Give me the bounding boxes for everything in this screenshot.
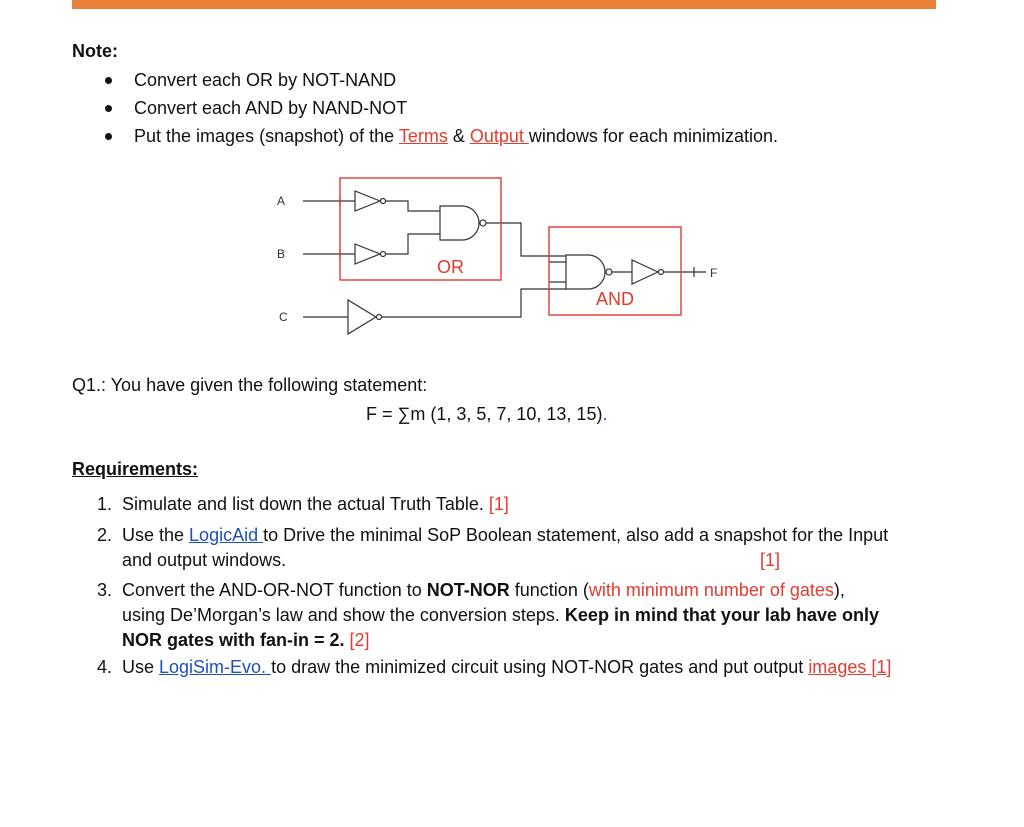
requirements-heading: Requirements: [72, 459, 199, 479]
item-3-pre: Convert the AND-OR-NOT function to [122, 580, 427, 600]
not-bubble-a [381, 199, 386, 204]
item-3-mid: function ( [509, 580, 589, 600]
item-4-mark: [1] [871, 657, 892, 677]
and-label: AND [596, 289, 635, 309]
item-4-pre: Use [122, 657, 160, 677]
not-bubble-b [381, 252, 386, 257]
requirement-item-4 [122, 656, 891, 678]
item-3-bold2: Keep in mind that your lab have only [564, 605, 879, 625]
note-bullet-2: Convert each AND by NAND-NOT [134, 98, 408, 118]
nand-bubble-and [606, 269, 612, 275]
item-2-text: to Drive the minimal SoP Boolean statement, also add a snapshot for the Input [263, 525, 889, 545]
item-3-bold3: NOR gates with fan-in = 2. [122, 630, 350, 650]
requirement-item-3-line1 [122, 579, 845, 601]
not-gate-b [355, 244, 380, 264]
item-3-number: 3. [97, 580, 113, 600]
wire-or-to-and [486, 223, 566, 256]
item-1-text: Simulate and list down the actual Truth Table. [122, 494, 489, 514]
requirement-item-3-line2 [122, 604, 879, 626]
q1-formula [366, 403, 607, 425]
wire-c-to-and [382, 289, 566, 317]
or-label: OR [437, 257, 464, 277]
images-link[interactable]: images [808, 657, 872, 677]
note-heading: Note: [72, 41, 118, 61]
item-3-line2: using De’Morgan’s law and show the conversion steps. [122, 605, 565, 625]
logicaid-link[interactable]: LogicAid [189, 525, 264, 545]
item-3-post: ), [833, 580, 845, 600]
output-f-label: F [710, 266, 718, 280]
q1-statement: Q1.: You have given the following statement: [72, 375, 428, 395]
logic-circuit-diagram [0, 0, 1024, 360]
requirement-item-3-line3 [122, 629, 370, 651]
not-gate-a [355, 191, 380, 211]
item-2-mark: [1] [760, 550, 781, 570]
requirement-item-2-line1 [122, 524, 888, 546]
formula-end: . [602, 404, 608, 424]
terms-link[interactable]: Terms [398, 126, 448, 146]
not-gate-out [632, 260, 658, 284]
wire-a-to-nand [386, 201, 440, 211]
nand-gate-or [440, 206, 479, 240]
input-b-label: B [277, 247, 286, 261]
nand-gate-and [566, 255, 605, 289]
output-link[interactable]: Output [469, 126, 529, 146]
wire-b-to-nand [386, 234, 440, 254]
item-3-red: with minimum number of gates [588, 580, 834, 600]
item-3-bold1: NOT-NOR [426, 580, 510, 600]
requirement-item-1 [122, 493, 509, 515]
note-bullet-3-mid: & [447, 126, 470, 146]
logisim-link[interactable]: LogiSim-Evo. [159, 657, 272, 677]
not-gate-c [348, 300, 376, 334]
input-c-label: C [279, 310, 288, 324]
item-2-number: 2. [97, 525, 113, 545]
not-bubble-c [377, 315, 382, 320]
item-4-text: to draw the minimized circuit using NOT-NOR gates and put output [271, 657, 809, 677]
note-bullet-1: Convert each OR by NOT-NAND [134, 70, 397, 90]
formula-text: F = ∑m (1, 3, 5, 7, 10, 13, 15) [366, 404, 603, 424]
note-bullet-3-suffix: windows for each minimization. [528, 126, 778, 146]
item-1-mark: [1] [488, 494, 509, 514]
input-a-label: A [277, 194, 286, 208]
note-bullet-3-prefix: Put the images (snapshot) of the [134, 126, 399, 146]
item-2-pre: Use the [122, 525, 190, 545]
item-3-mark: [2] [349, 630, 370, 650]
item-4-number: 4. [97, 657, 113, 677]
nand-bubble-or [480, 220, 486, 226]
not-bubble-out [659, 270, 664, 275]
item-1-number: 1. [97, 494, 113, 514]
requirement-item-2-line2: and output windows. [122, 550, 287, 570]
